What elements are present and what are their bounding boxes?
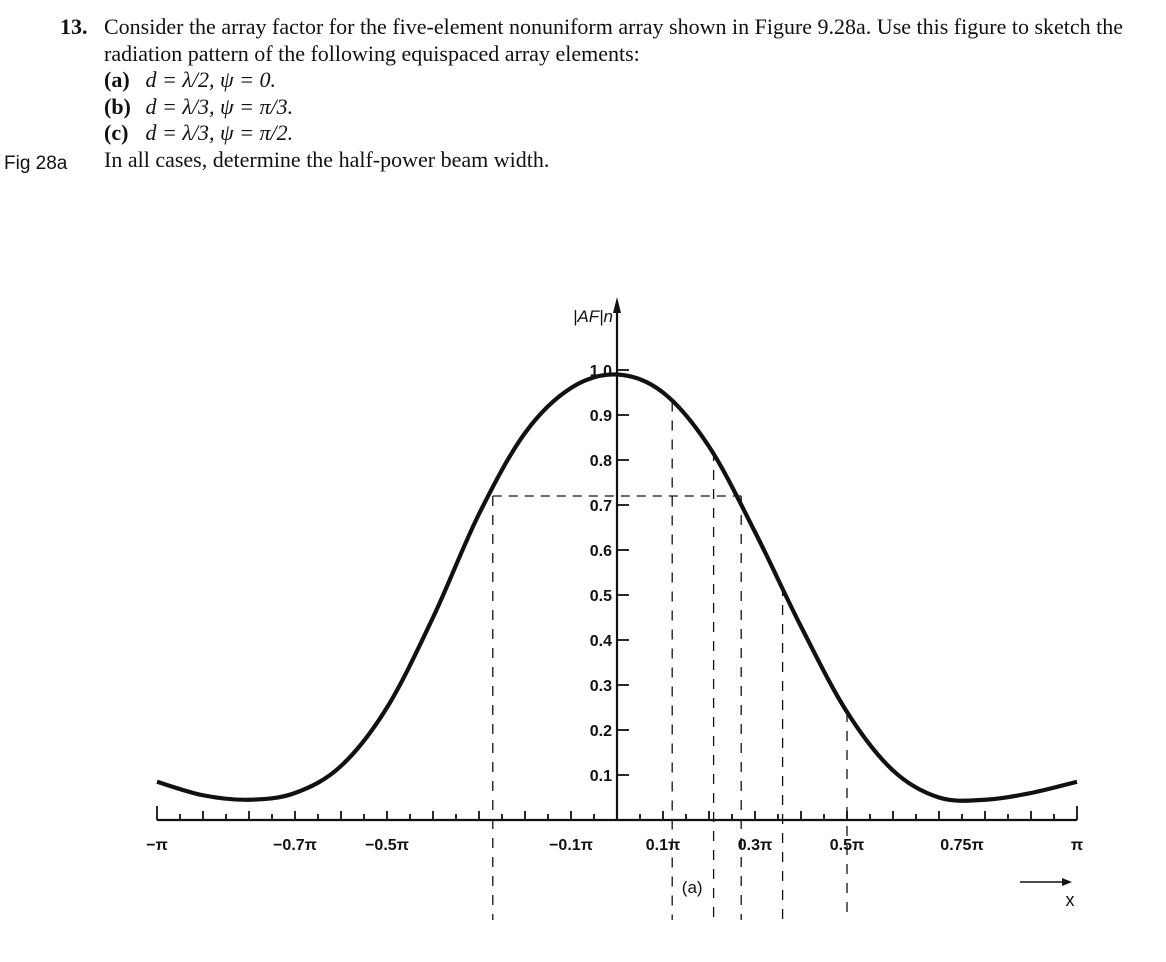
y-tick-label: 0.6	[589, 543, 612, 560]
problem-number: 13.	[60, 14, 88, 39]
x-tick-label: 0.5π	[829, 837, 865, 854]
item-text: d = λ/3, ψ = π/3.	[145, 93, 294, 119]
y-axis-title: |AF|n	[572, 307, 613, 326]
item-label: (a)	[104, 67, 130, 92]
problem-stem: Consider the array factor for the five-element nonuniform array shown in Figure 9.28a. Use this figure to sketch the radiation pattern of the following equispaced array elements:	[104, 14, 1124, 66]
x-tick-label: −0.1π	[549, 837, 593, 854]
x-tick-label: 0.1π	[645, 837, 681, 854]
y-tick-label: 0.9	[589, 408, 612, 425]
x-tick-label: −0.7π	[273, 837, 317, 854]
y-tick-label: 0.5	[589, 588, 612, 605]
y-axis-arrow	[613, 297, 621, 313]
x-direction-arrowhead	[1062, 878, 1072, 886]
item-text: d = λ/2, ψ = 0.	[145, 67, 276, 92]
y-tick-label: 0.8	[589, 453, 612, 470]
problem-closing: In all cases, determine the half-power beam width.	[104, 146, 550, 172]
y-tick-label: 0.4	[589, 633, 612, 650]
x-axis-title: x	[1065, 890, 1075, 910]
x-tick-label: −π	[146, 837, 168, 854]
y-tick-label: 1.0	[589, 363, 612, 380]
y-tick-label: 0.2	[589, 723, 612, 740]
y-tick-label: 0.1	[589, 768, 612, 785]
item-label: (c)	[104, 120, 129, 145]
x-tick-label: 0.75π	[940, 837, 984, 854]
x-tick-label: 0.3π	[737, 837, 773, 854]
figure-caption: (a)	[681, 878, 703, 897]
item-text: d = λ/3, ψ = π/2.	[145, 120, 294, 145]
item-label: (b)	[104, 93, 131, 119]
figure-label: Fig 28a	[4, 153, 68, 174]
y-tick-label: 0.3	[589, 678, 612, 695]
y-tick-label: 0.7	[589, 498, 612, 515]
x-tick-label: −0.5π	[365, 837, 409, 854]
x-tick-label: π	[1070, 837, 1084, 854]
